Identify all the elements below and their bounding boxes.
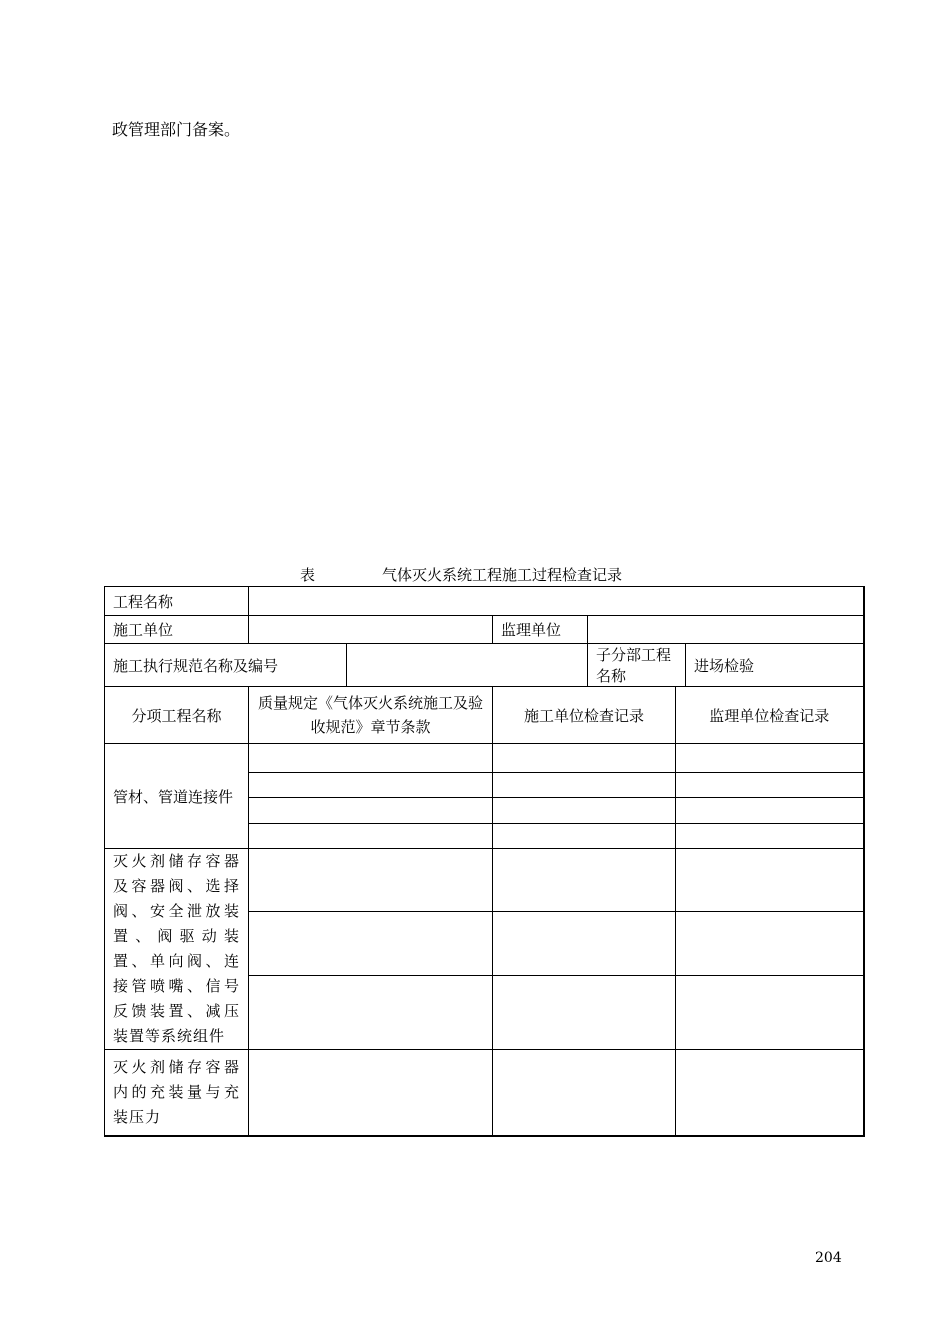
supervisor-value[interactable] <box>588 616 864 644</box>
standard-label: 施工执行规范名称及编号 <box>105 644 347 687</box>
section-pipes-name: 管材、管道连接件 <box>105 744 249 849</box>
table-cell[interactable] <box>676 849 864 912</box>
section-components-name: 灭火剂储存容器及容器阀、选择阀、安全泄放装置、阀驱动装置、单向阀、连接管喷嘴、信号反馈装置、减压装置等系统组件 <box>105 849 249 1050</box>
table-cell[interactable] <box>249 744 493 773</box>
table-cell[interactable] <box>249 773 493 798</box>
table-cell[interactable] <box>249 1050 493 1136</box>
standard-value[interactable] <box>347 644 588 687</box>
caption-label: 表 <box>300 566 316 584</box>
table-cell[interactable] <box>249 824 493 849</box>
col-item-header: 分项工程名称 <box>105 687 249 744</box>
table-cell[interactable] <box>249 849 493 912</box>
table-cell[interactable] <box>493 1050 676 1136</box>
section-charge-name: 灭火剂储存容器内的充装量与充装压力 <box>105 1050 249 1136</box>
subproject-label: 子分部工程名称 <box>588 644 686 687</box>
table-cell[interactable] <box>493 824 676 849</box>
table-cell[interactable] <box>249 798 493 824</box>
table-cell[interactable] <box>676 912 864 975</box>
table-cell[interactable] <box>676 744 864 773</box>
project-name-label: 工程名称 <box>105 587 249 616</box>
page-number: 204 <box>815 1250 842 1266</box>
table-cell[interactable] <box>493 912 676 975</box>
caption-title: 气体灭火系统工程施工过程检查记录 <box>382 566 623 584</box>
col-standard-header: 质量规定《气体灭火系统施工及验收规范》章节条款 <box>249 687 493 744</box>
table-cell[interactable] <box>493 773 676 798</box>
table-cell[interactable] <box>493 849 676 912</box>
inspection-record-table <box>104 586 865 1137</box>
col-contractor-header: 施工单位检查记录 <box>493 687 676 744</box>
table-cell[interactable] <box>493 798 676 824</box>
table-cell[interactable] <box>249 975 493 1049</box>
table-cell[interactable] <box>676 773 864 798</box>
col-supervisor-header: 监理单位检查记录 <box>676 687 864 744</box>
table-cell[interactable] <box>676 1050 864 1136</box>
table-cell[interactable] <box>676 798 864 824</box>
supervisor-label: 监理单位 <box>493 616 588 644</box>
intro-text: 政管理部门备案。 <box>112 120 241 139</box>
contractor-value[interactable] <box>249 616 493 644</box>
subproject-value: 进场检验 <box>686 644 864 687</box>
table-cell[interactable] <box>249 912 493 975</box>
table-cell[interactable] <box>493 975 676 1049</box>
table-cell[interactable] <box>676 824 864 849</box>
table-cell[interactable] <box>676 975 864 1049</box>
table-cell[interactable] <box>493 744 676 773</box>
project-name-value[interactable] <box>249 587 864 616</box>
contractor-label: 施工单位 <box>105 616 249 644</box>
